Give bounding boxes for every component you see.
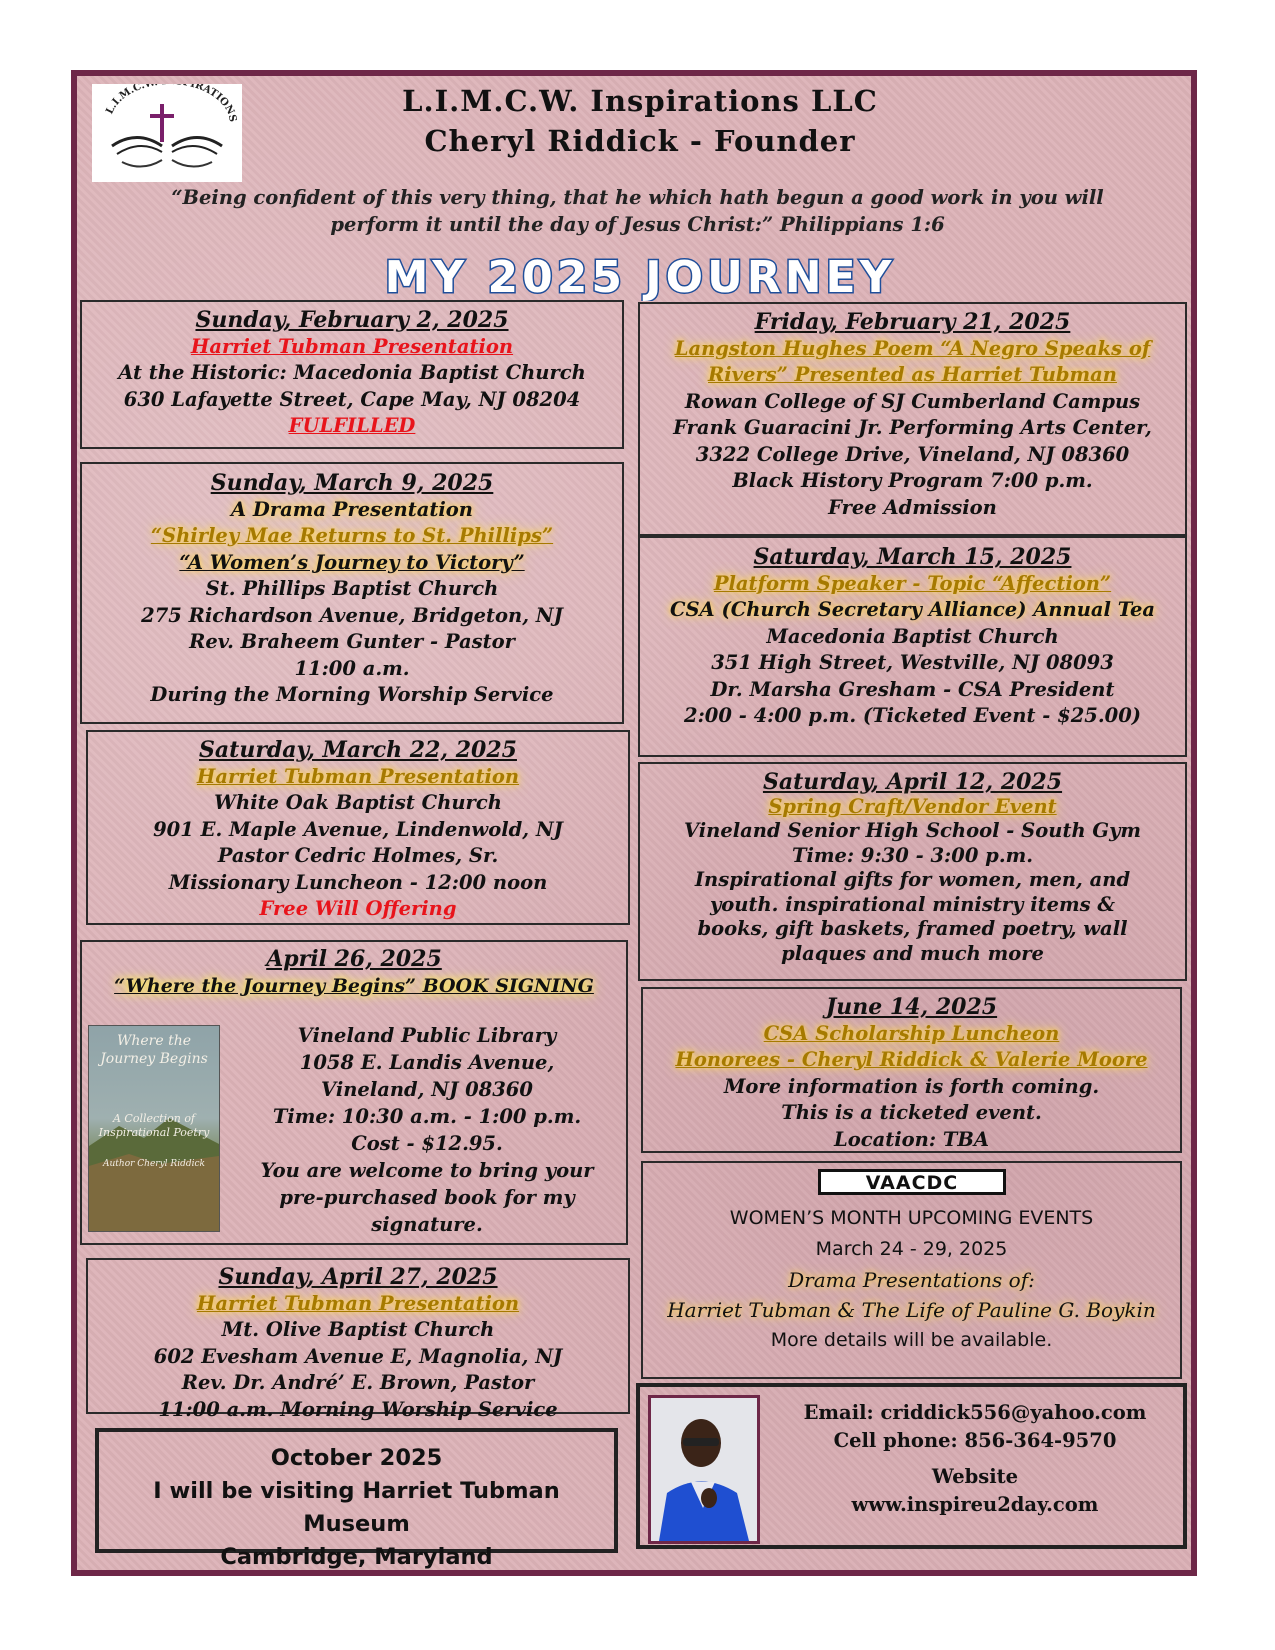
october-visit-box	[95, 1428, 618, 1570]
event-date: April 26, 2025	[266, 946, 442, 972]
header-subtitle: Cheryl Riddick - Founder	[424, 124, 856, 158]
event-line: 602 Evesham Avenue E, Magnolia, NJ	[153, 1344, 563, 1368]
wm-line-3: Drama Presentations of:	[788, 1268, 1035, 1292]
event-line: St. Phillips Baptist Church	[205, 577, 499, 600]
logo-text: L.I.M.C. IRATIONS	[104, 84, 239, 123]
event-details	[232, 1022, 622, 1238]
founder-photo	[648, 1395, 760, 1544]
event-line: Inspirational gifts for women, men, and	[694, 868, 1131, 891]
contact-box	[636, 1383, 1187, 1549]
event-title: Langston Hughes Poem “A Negro Speaks of	[674, 336, 1151, 360]
event-line: 11:00 a.m. Morning Worship Service	[158, 1397, 558, 1421]
event-line: Missionary Luncheon - 12:00 noon	[168, 870, 548, 894]
banner-text: MY 2025 JOURNEY	[384, 252, 896, 301]
event-date: Saturday, March 22, 2025	[199, 737, 517, 763]
event-line: Pastor Cedric Holmes, Sr.	[217, 844, 499, 867]
book-subtitle: A Collection of Inspirational Poetry	[98, 1112, 210, 1139]
event-line: At the Historic: Macedonia Baptist Church	[118, 361, 586, 384]
wm-line-2: March 24 - 29, 2025	[815, 1238, 1008, 1260]
event-line: CSA (Church Secretary Alliance) Annual Tea	[669, 598, 1156, 621]
event-date: Sunday, February 2, 2025	[195, 307, 509, 333]
book-title: Where the Journey Begins	[100, 1033, 208, 1067]
event-line: 2:00 - 4:00 p.m. (Ticketed Event - $25.00)	[684, 704, 1141, 727]
quote-line-1: “Being confident of this very thing, that he which hath begun a good work in you will	[171, 186, 1104, 209]
event-title: Honorees - Cheryl Riddick & Valerie Moore	[675, 1048, 1148, 1071]
event-feb-2	[80, 300, 624, 449]
event-title: Spring Craft/Vendor Event	[768, 794, 1057, 818]
event-line: Vineland Public Library	[297, 1024, 557, 1047]
event-line: Free Admission	[828, 495, 997, 519]
event-line: Black History Program 7:00 p.m.	[732, 469, 1093, 492]
event-line: Vineland, NJ 08360	[321, 1078, 533, 1101]
book-author: Author Cheryl Riddick	[103, 1159, 205, 1169]
event-line: Macedonia Baptist Church	[766, 624, 1059, 648]
event-line: 11:00 a.m.	[294, 656, 410, 680]
event-mar-9	[80, 462, 624, 724]
event-line: 1058 E. Landis Avenue,	[299, 1051, 555, 1074]
event-date: June 14, 2025	[825, 994, 998, 1020]
event-title: Platform Speaker - Topic “Affection”	[713, 571, 1112, 595]
event-date: Saturday, March 15, 2025	[753, 544, 1072, 570]
event-line: Rowan College of SJ Cumberland Campus	[684, 389, 1141, 413]
event-line: 630 Lafayette Street, Cape May, NJ 08204	[123, 387, 581, 411]
event-line: books, gift baskets, framed poetry, wall	[697, 917, 1128, 940]
vaacdc-logo	[818, 1169, 1006, 1195]
event-apr-12	[638, 762, 1187, 981]
event-line: Frank Guaracini Jr. Performing Arts Center,	[673, 416, 1152, 439]
event-line: White Oak Baptist Church	[214, 791, 502, 814]
website-link[interactable]: www.inspireu2day.com	[851, 1493, 1099, 1516]
event-mar-22	[86, 730, 630, 925]
event-line: This is a ticketed event.	[781, 1101, 1042, 1124]
wm-line-4: Harriet Tubman & The Life of Pauline G. Boykin	[667, 1298, 1156, 1322]
event-feb-21	[638, 302, 1187, 536]
event-line: 275 Richardson Avenue, Bridgeton, NJ	[141, 603, 563, 627]
event-title: Harriet Tubman Presentation	[196, 1291, 520, 1315]
quote-line-2: perform it until the day of Jesus Christ:” Philippians 1:6	[330, 213, 945, 236]
event-line: Vineland Senior High School - South Gym	[683, 819, 1142, 842]
contact-phone[interactable]: Cell phone: 856-364-9570	[833, 1429, 1117, 1452]
event-line: Time: 10:30 a.m. - 1:00 p.m.	[272, 1105, 582, 1128]
event-date: Sunday, March 9, 2025	[210, 470, 494, 496]
event-line: 351 High Street, Westville, NJ 08093	[711, 651, 1114, 674]
event-title: Harriet Tubman Presentation	[190, 334, 514, 358]
event-title: “Where the Journey Begins” BOOK SIGNING	[114, 974, 594, 997]
event-line: Location: TBA	[834, 1127, 989, 1151]
october-line-1: October 2025	[270, 1445, 443, 1471]
event-title: Rivers” Presented as Harriet Tubman	[708, 363, 1117, 386]
wm-line-1: WOMEN’S MONTH UPCOMING EVENTS	[729, 1207, 1094, 1229]
event-date: Friday, February 21, 2025	[754, 309, 1071, 335]
event-line: Cost - $12.95.	[351, 1132, 503, 1155]
event-line: During the Morning Worship Service	[150, 683, 554, 706]
womens-month-box	[641, 1161, 1182, 1379]
event-line: A Drama Presentation	[231, 497, 473, 521]
website-label: Website	[931, 1465, 1019, 1488]
contact-details	[770, 1399, 1180, 1519]
event-line: Mt. Olive Baptist Church	[221, 1318, 495, 1341]
event-line: plaques and much more	[781, 941, 1044, 965]
event-apr-27	[86, 1258, 630, 1421]
event-line: 901 E. Maple Avenue, Lindenwold, NJ	[153, 817, 563, 841]
event-status: FULFILLED	[288, 414, 416, 437]
event-line: Rev. Braheem Gunter - Pastor	[189, 630, 515, 653]
event-line: pre-purchased book for my	[279, 1186, 575, 1209]
event-line: youth. inspirational ministry items &	[709, 892, 1116, 916]
event-line: 3322 College Drive, Vineland, NJ 08360	[695, 442, 1130, 466]
limcw-logo	[92, 84, 242, 182]
event-line: Dr. Marsha Gresham - CSA President	[710, 677, 1115, 701]
event-title: CSA Scholarship Luncheon	[763, 1021, 1060, 1045]
book-cover-image	[88, 1025, 220, 1232]
scripture-quote	[110, 184, 1165, 238]
event-date: Sunday, April 27, 2025	[218, 1264, 498, 1290]
journey-banner	[300, 251, 980, 301]
header-title: L.I.M.C.W. Inspirations LLC	[402, 84, 878, 118]
event-line: More information is forth coming.	[723, 1074, 1100, 1098]
event-subtitle: “A Women’s Journey to Victory”	[179, 550, 525, 574]
event-jun-14	[641, 987, 1182, 1153]
event-line: You are welcome to bring your	[260, 1159, 594, 1182]
event-date: Saturday, April 12, 2025	[762, 769, 1063, 795]
event-line: Time: 9:30 - 3:00 p.m.	[791, 843, 1034, 867]
event-title: Harriet Tubman Presentation	[196, 764, 520, 788]
event-line: Free Will Offering	[259, 897, 457, 920]
event-title: “Shirley Mae Returns to St. Phillips”	[150, 524, 554, 547]
event-line: signature.	[371, 1213, 483, 1236]
october-line-2: I will be visiting Harriet Tubman Museum	[153, 1478, 560, 1537]
contact-email[interactable]: Email: criddick556@yahoo.com	[803, 1401, 1147, 1424]
event-line: Rev. Dr. André’ E. Brown, Pastor	[181, 1371, 535, 1394]
event-mar-15	[638, 536, 1187, 757]
october-line-3: Cambridge, Maryland	[220, 1544, 493, 1570]
wm-line-5: More details will be available.	[770, 1329, 1053, 1351]
vaacdc-logo-text: VAACDC	[865, 1172, 958, 1194]
